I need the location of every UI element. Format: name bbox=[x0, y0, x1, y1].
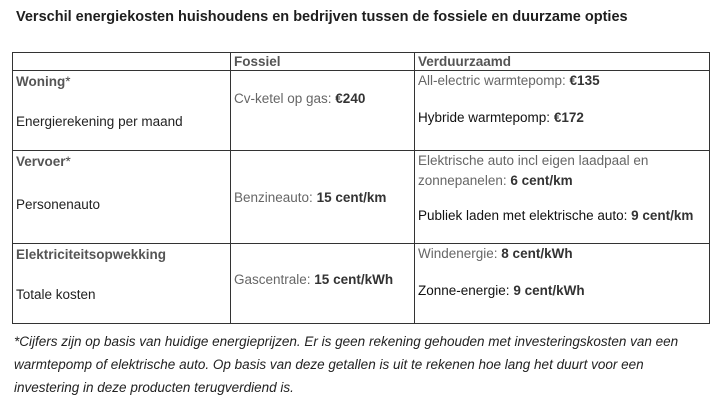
fossil-cell bbox=[231, 151, 415, 244]
option-value: €135 bbox=[569, 73, 600, 88]
option-label: Publiek laden met elektrische auto: bbox=[418, 208, 632, 223]
option-label: Windenergie: bbox=[418, 246, 502, 261]
option-value: €172 bbox=[553, 110, 584, 125]
option-label: Hybride warmtepomp: bbox=[418, 110, 554, 125]
table-header-row bbox=[13, 53, 710, 71]
fossil-cell bbox=[231, 71, 415, 151]
page-title: Verschil energiekosten huishoudens en bedrijven tussen de fossiele en duurzame opties bbox=[16, 9, 628, 25]
option-value: 9 cent/km bbox=[631, 208, 694, 223]
table-row bbox=[13, 151, 710, 244]
fossil-value: 15 cent/kWh bbox=[314, 272, 394, 287]
option-value: 9 cent/kWh bbox=[513, 283, 585, 298]
header-fossiel: Fossiel bbox=[231, 53, 415, 71]
footnote: *Cijfers zijn op basis van huidige energieprijzen. Er is geen rekening gehouden met investeringskosten van een warmtepomp of elektrische auto. Op basis van deze getallen is uit te rekenen hoe lang het duurt voor een investering in deze producten terugverdiend is. bbox=[14, 334, 679, 395]
row-category: Vervoer bbox=[16, 154, 66, 169]
footnote-marker: * bbox=[65, 154, 71, 169]
sustainable-cell bbox=[415, 151, 710, 244]
fossil-label: Cv-ketel op gas: bbox=[234, 91, 336, 106]
row-subtitle: Totale kosten bbox=[16, 287, 96, 302]
fossil-label: Gascentrale: bbox=[234, 272, 315, 287]
sustainable-cell bbox=[415, 71, 710, 151]
fossil-cell bbox=[231, 244, 415, 324]
row-heading-vervoer bbox=[13, 151, 231, 244]
row-category: Woning bbox=[16, 74, 66, 89]
fossil-value: 15 cent/km bbox=[316, 190, 387, 205]
option-value: 8 cent/kWh bbox=[501, 246, 573, 261]
row-heading-woning bbox=[13, 71, 231, 151]
table-row bbox=[13, 71, 710, 151]
option-label: zonnepanelen: bbox=[418, 173, 511, 188]
comparison-table bbox=[12, 52, 710, 324]
header-empty bbox=[13, 53, 231, 71]
header-verduurzaamd: Verduurzaamd bbox=[415, 53, 710, 71]
row-subtitle: Energierekening per maand bbox=[16, 114, 183, 129]
option-label: Zonne-energie: bbox=[418, 283, 514, 298]
sustainable-cell bbox=[415, 244, 710, 324]
option-value: 6 cent/km bbox=[510, 173, 573, 188]
footnote-marker: * bbox=[65, 74, 71, 89]
option-label-line1: Elektrische auto incl eigen laadpaal en bbox=[418, 153, 649, 168]
row-category: Elektriciteitsopwekking bbox=[16, 247, 167, 262]
option-label: All-electric warmtepomp: bbox=[418, 73, 570, 88]
row-heading-elektriciteit bbox=[13, 244, 231, 324]
table-row bbox=[13, 244, 710, 324]
fossil-label: Benzineauto: bbox=[234, 190, 317, 205]
row-subtitle: Personenauto bbox=[16, 197, 101, 212]
fossil-value: €240 bbox=[335, 91, 366, 106]
